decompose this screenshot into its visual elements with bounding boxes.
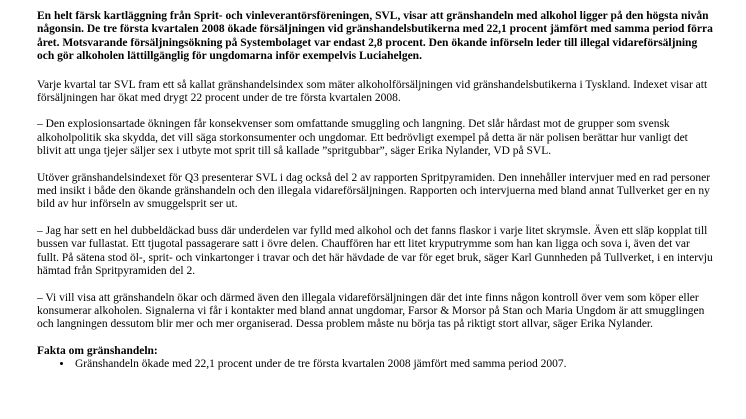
paragraph-report-spritpyramiden: Utöver gränshandelsindexet för Q3 presenterar SVL i dag också del 2 av rapporten Spritpyramiden. Den innehåller intervjuer med en rad personer med insikt i både den ökande gränshandeln och den illegala vidareförsäljningen. Rapporten och intervjuerna med bland annat Tullverket ger en ny bild av hur införseln av smuggelsprit ser ut. (37, 171, 711, 211)
facts-list (37, 358, 713, 371)
paragraph-quote-gunnheden: – Jag har sett en hel dubbeldäckad buss där underdelen var fylld med alkohol och det fanns flaskor i varje litet skrymsle. Även ett släp kopplat till bussen var fullastat. Ett tjugotal passagerare satt i övre delen. Chauffören har ett litet kryputrymme som han kan ligga och sova i, även det var fullt. På sätena stod öl-, sprit- och vinkartonger i travar och det här hävdade de var för eget bruk, säger Karl Gunnheden på Tullverket, i en intervju hämtad från Spritpyramiden del 2. (37, 224, 713, 278)
paragraph-index-intro: Varje kvartal tar SVL fram ett så kallat gränshandelsindex som mäter alkoholförsäljningen vid gränshandelsbutikerna i Tyskland. Indexet visar att försäljningen har ökat med drygt 22 procent under de tre första kvartalen 2008. (37, 78, 708, 105)
fact-item: • Gränshandeln ökade med 22,1 procent under de tre första kvartalen 2008 jämfört med samma period 2007. (73, 358, 713, 371)
lead-paragraph: En helt färsk kartläggning från Sprit- och vinleverantörsföreningen, SVL, visar att gränshandeln med alkohol ligger på den högsta nivån någonsin. De tre första kvartalen 2008 ökade försäljningen vid gränshandelsbutikerna med 22,1 procent jämfört med samma period förra året. Motsvarande försäljningsökning på Systembolaget var endast 2,8 procent. Den ökande införseln leder till illegal vidareförsäljning och gör alkoholen lättillgänglig för ungdomarna inför exempelvis Luciahelgen. (37, 10, 713, 63)
paragraph-quote-nylander-2: – Vi vill visa att gränshandeln ökar och därmed även den illegala vidareförsäljningen där det inte finns någon kontroll över vem som köper eller konsumerar alkoholen. Signalerna vi får i kontakter med bland annat ungdomar, Farsor & Morsor på Stan och Maria Ungdom är att smugglingen och langningen dessutom blir mer och mer organiserad. Dessa problem måste nu börja tas på riktigt stort allvar, säger Erika Nylander. (37, 291, 705, 331)
facts-heading: Fakta om gränshandeln: (37, 344, 158, 357)
paragraph-quote-nylander: – Den explosionsartade ökningen får konsekvenser som omfattande smuggling och langning. Det slår hårdast mot de grupper som svensk alkoholpolitik ska skydda, det vill säga storkonsumenter och ungdomar. Ett bedrövligt exempel på detta är när polisen berättar hur vanligt det blivit att unga tjejer säljer sex i utbyte mot sprit till så kallade ”spritgubbar”, säger Erika Nylander, VD på SVL. (37, 118, 688, 158)
